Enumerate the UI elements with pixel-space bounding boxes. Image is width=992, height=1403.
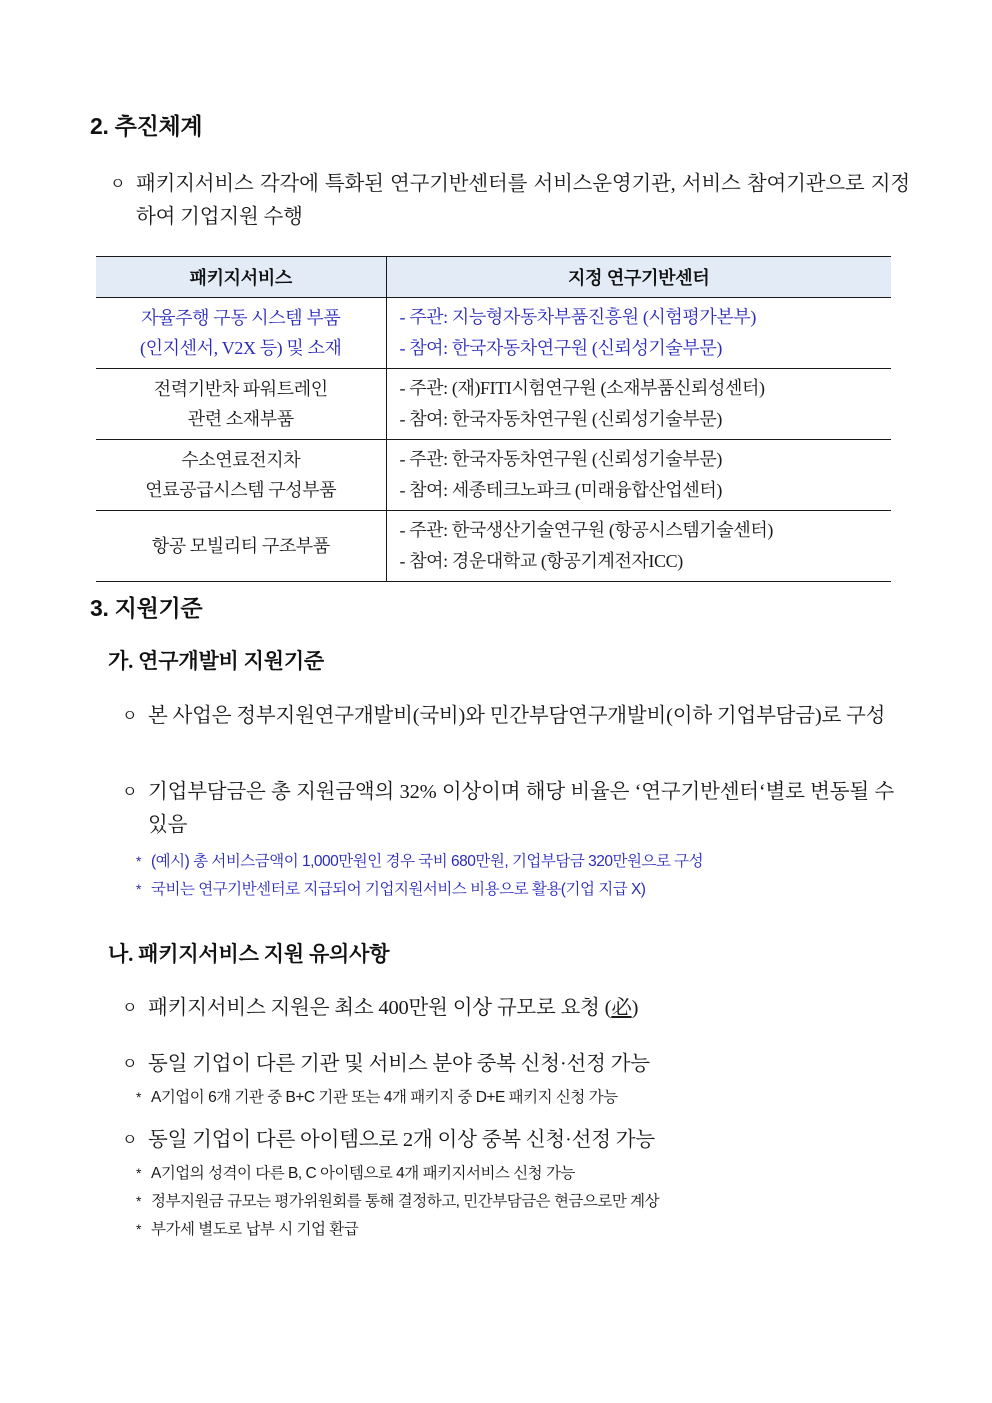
center-line-1: - 주관: 한국자동차연구원 (신뢰성기술부문) xyxy=(399,449,722,469)
sub-b-note-3-1-text: A기업의 성격이 다른 B, C 아이템으로 4개 패키지서비스 신청 가능 xyxy=(151,1165,575,1182)
service-line-1: 전력기반차 파워트레인 xyxy=(153,379,328,399)
circle-bullet-icon: ㅇ xyxy=(122,1000,138,1017)
table-cell-service xyxy=(96,369,386,440)
sub-b-bullet-1-pre: 패키지서비스 지원은 최소 400만원 이상 규모로 요청 ( xyxy=(148,997,612,1019)
center-line-2: - 참여: 한국자동차연구원 (신뢰성기술부문) xyxy=(399,409,722,429)
circle-bullet-icon: ㅇ xyxy=(122,1132,138,1149)
asterisk-icon: * xyxy=(136,1193,141,1209)
table-cell-center xyxy=(386,440,891,511)
sub-a-bullet-2-text: 기업부담금은 총 지원금액의 32% 이상이며 해당 비율은 ‘연구기반센터‘별로 변동될 수 있음 xyxy=(148,781,894,836)
table-row xyxy=(96,440,891,511)
sub-b-note-3-2 xyxy=(136,1188,659,1215)
section-3-heading: 3. 지원기준 xyxy=(90,595,203,621)
table-row xyxy=(96,298,891,369)
sub-b-bullet-2 xyxy=(122,1048,894,1081)
service-line-2: 관련 소재부품 xyxy=(187,409,294,429)
asterisk-icon: * xyxy=(136,853,141,869)
sub-b-bullet-1-post: ) xyxy=(631,997,639,1019)
sub-b-bullet-1-text xyxy=(148,992,894,1025)
sub-b-note-3-3 xyxy=(136,1216,358,1243)
section-2-bullet-1 xyxy=(110,168,910,234)
sub-b-bullet-1 xyxy=(122,992,894,1025)
circle-bullet-icon: ㅇ xyxy=(122,1056,138,1073)
center-line-2: - 참여: 한국자동차연구원 (신뢰성기술부문) xyxy=(399,338,722,358)
table-row xyxy=(96,369,891,440)
sub-a-note-2-text: 국비는 연구기반센터로 지급되어 기업지원서비스 비용으로 활용(기업 지급 X) xyxy=(151,881,646,898)
sub-b-note-3-3-text: 부가세 별도로 납부 시 기업 환급 xyxy=(151,1221,359,1238)
asterisk-icon: * xyxy=(136,1221,141,1237)
center-line-1: - 주관: (재)FITI시험연구원 (소재부품신뢰성센터) xyxy=(399,378,765,398)
table-cell-center xyxy=(386,369,891,440)
center-line-2: - 참여: 경운대학교 (항공기계전자ICC) xyxy=(399,551,683,571)
sub-a-note-2 xyxy=(136,876,645,903)
service-line-2: 연료공급시스템 구성부품 xyxy=(145,480,337,500)
sub-b-note-3-2-text: 정부지원금 규모는 평가위원회를 통해 결정하고, 민간부담금은 현금으로만 계상 xyxy=(151,1193,660,1210)
table-cell-service xyxy=(96,440,386,511)
service-line-2: (인지센서, V2X 등) 및 소재 xyxy=(140,338,342,358)
sub-a-bullet-2 xyxy=(122,776,894,842)
sub-b-bullet-3 xyxy=(122,1124,894,1157)
circle-bullet-icon: ㅇ xyxy=(122,784,138,801)
required-mark: 必 xyxy=(611,997,632,1019)
sub-b-note-2-1-text: A기업이 6개 기관 중 B+C 기관 또는 4개 패키지 중 D+E 패키지 신청 가능 xyxy=(151,1089,618,1106)
center-line-1: - 주관: 한국생산기술연구원 (항공시스템기술센터) xyxy=(399,520,773,540)
service-line-1: 항공 모빌리티 구조부품 xyxy=(151,536,330,556)
circle-bullet-icon: ㅇ xyxy=(122,708,138,725)
section-2-heading: 2. 추진체계 xyxy=(90,113,203,139)
section-3-sub-b-heading: 나. 패키지서비스 지원 유의사항 xyxy=(108,942,390,966)
section-2-bullet-1-text: 패키지서비스 각각에 특화된 연구기반센터를 서비스운영기관, 서비스 참여기관으로 지정하여 기업지원 수행 xyxy=(136,173,910,228)
asterisk-icon: * xyxy=(136,1089,141,1105)
sub-b-bullet-3-text: 동일 기업이 다른 아이템으로 2개 이상 중복 신청·선정 가능 xyxy=(148,1129,655,1151)
sub-b-note-3-1 xyxy=(136,1160,575,1187)
sub-a-note-1 xyxy=(136,848,703,875)
table-header-designated-center: 지정 연구기반센터 xyxy=(386,257,891,298)
table-header-row xyxy=(96,257,891,298)
service-line-1: 수소연료전지차 xyxy=(181,450,301,470)
center-line-2: - 참여: 세종테크노파크 (미래융합산업센터) xyxy=(399,480,722,500)
package-service-table xyxy=(96,256,891,582)
table-cell-center xyxy=(386,511,891,582)
table-cell-center xyxy=(386,298,891,369)
sub-a-bullet-1-text: 본 사업은 정부지원연구개발비(국비)와 민간부담연구개발비(이하 기업부담금)로 구성 xyxy=(148,705,886,727)
center-line-1: - 주관: 지능형자동차부품진흥원 (시험평가본부) xyxy=(399,307,756,327)
table-cell-service xyxy=(96,511,386,582)
sub-a-note-1-text: (예시) 총 서비스금액이 1,000만원인 경우 국비 680만원, 기업부담금 320만원으로 구성 xyxy=(151,853,704,870)
table-header-package-service: 패키지서비스 xyxy=(96,257,386,298)
asterisk-icon: * xyxy=(136,1165,141,1181)
sub-b-bullet-2-text: 동일 기업이 다른 기관 및 서비스 분야 중복 신청·선정 가능 xyxy=(148,1053,650,1075)
section-3-sub-a-heading: 가. 연구개발비 지원기준 xyxy=(108,649,325,673)
sub-a-bullet-1 xyxy=(122,700,894,733)
table-row xyxy=(96,511,891,582)
service-line-1: 자율주행 구동 시스템 부품 xyxy=(141,308,341,328)
asterisk-icon: * xyxy=(136,881,141,897)
circle-bullet-icon: ㅇ xyxy=(110,176,126,193)
table-cell-service xyxy=(96,298,386,369)
sub-b-note-2-1 xyxy=(136,1084,618,1111)
